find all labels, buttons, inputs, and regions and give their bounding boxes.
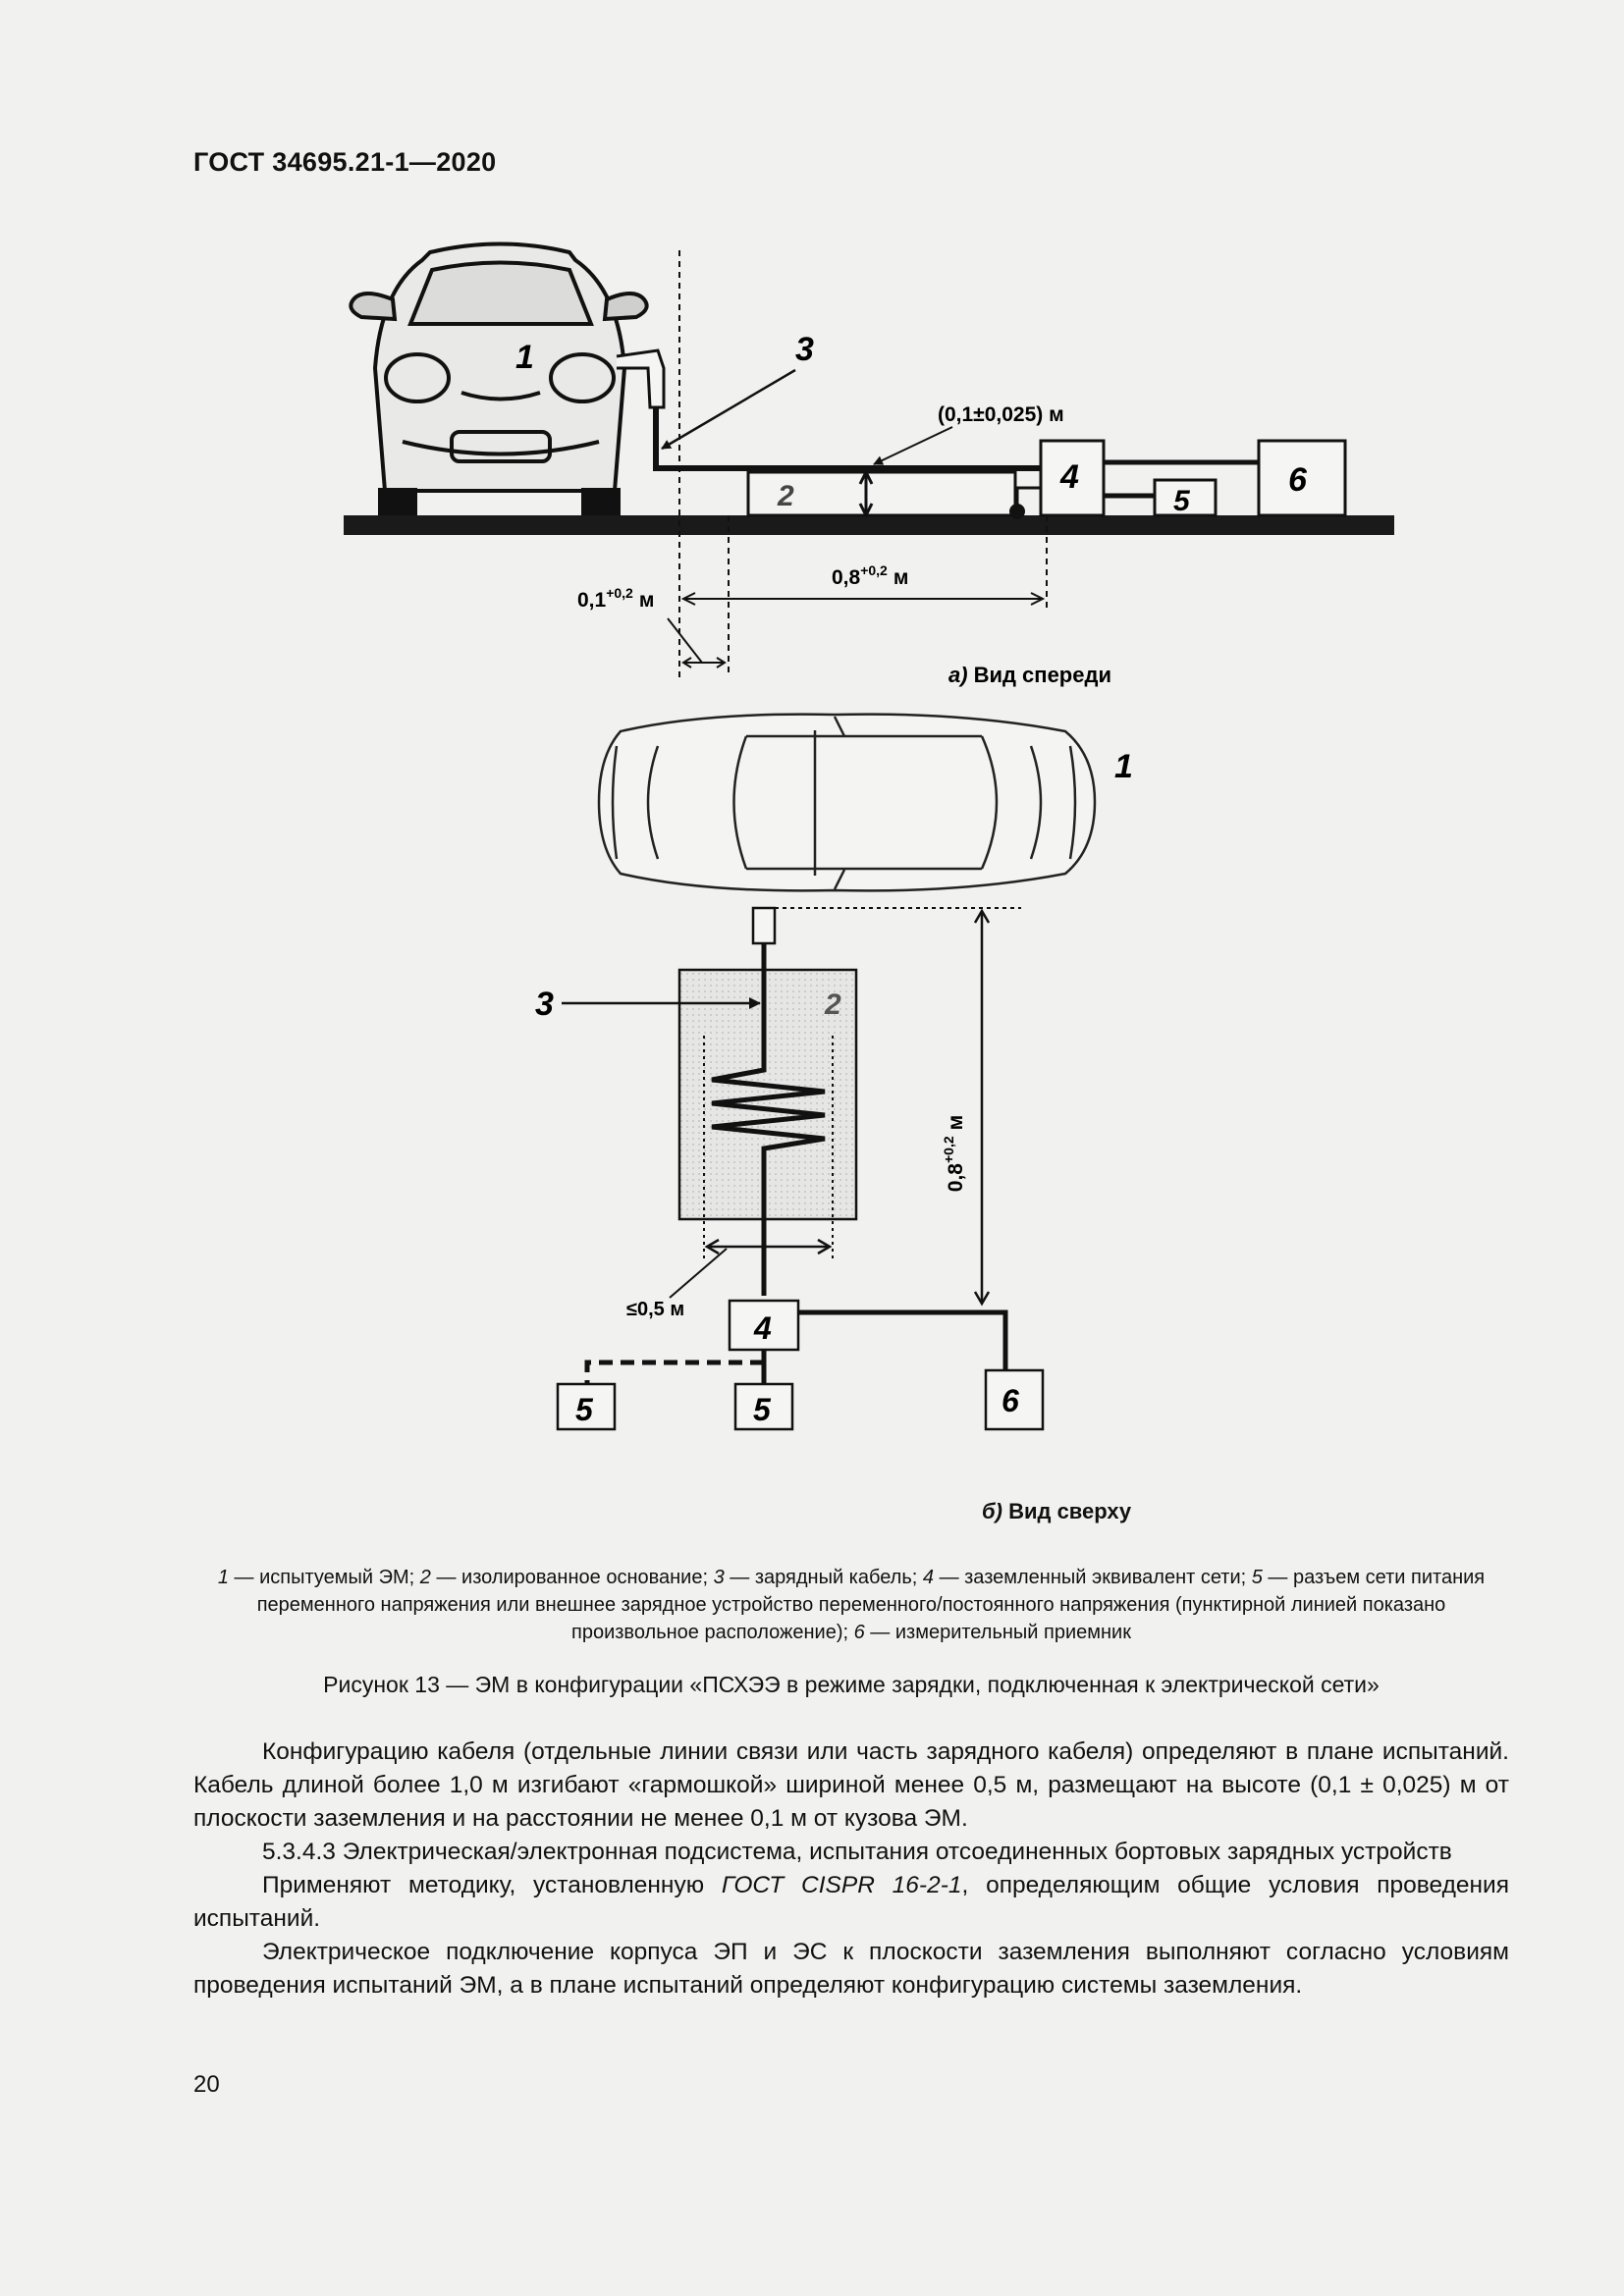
fig-b-label-5-right: 5: [753, 1392, 771, 1427]
fig-a-gap-tol: +0,2: [606, 585, 633, 601]
paragraph-2: 5.3.4.3 Электрическая/электронная подсистема, испытания отсоединенных бортовых зарядных устройств: [262, 1839, 1452, 1865]
body-text: [193, 1735, 1509, 2002]
fig-b-length-unit: м: [945, 1114, 967, 1131]
fig-a-label-1: 1: [515, 339, 534, 376]
fig-b-caption-text-html: Вид сверху: [1008, 1499, 1132, 1523]
figure-legend: [193, 1564, 1509, 1646]
fig-a-label-6: 6: [1288, 461, 1307, 499]
fig-b-caption-letter-html: б): [982, 1499, 1002, 1523]
fig-a-gap-base: 0,1: [577, 589, 607, 612]
legend-text-1: — испытуемый ЭМ;: [229, 1567, 420, 1588]
fig-a-caption-text: Вид спереди: [973, 663, 1111, 687]
paragraph-3-b: , определяющим общие условия проведения испытаний.: [193, 1872, 1509, 1932]
figure-front-view: [324, 231, 1394, 692]
paragraph-4: Электрическое подключение корпуса ЭП и ЭС к плоскости заземления выполняют согласно условиям проведения испытаний ЭМ, а в плане испытаний определяют конфигурацию системы заземления.: [193, 1939, 1509, 1999]
paragraph-3-a: Применяют методику, установленную: [262, 1872, 722, 1898]
legend-text-3: — зарядный кабель;: [724, 1567, 923, 1588]
fig-b-length-dim: [941, 1115, 967, 1192]
fig-b-label-3: 3: [535, 986, 554, 1023]
legend-text-2: — изолированное основание;: [430, 1567, 714, 1588]
standard-reference: ГОСТ CISPR 16-2-1: [721, 1872, 962, 1898]
fig-b-label-6: 6: [1001, 1383, 1019, 1418]
legend-num-5: 5: [1251, 1567, 1263, 1588]
vehicle-top: [599, 715, 1095, 891]
wheel-left: [378, 488, 417, 515]
vehicle-front: [351, 244, 646, 492]
fig-b-label-4: 4: [754, 1310, 772, 1346]
fig-a-label-4: 4: [1060, 458, 1079, 496]
legend-num-3: 3: [713, 1567, 725, 1588]
page-number: 20: [193, 2071, 220, 2098]
fig-a-label-5: 5: [1173, 485, 1190, 517]
legend-num-6: 6: [853, 1622, 865, 1643]
paragraph-1: Конфигурацию кабеля (отдельные линии связи или часть зарядного кабеля) определяют в плане испытаний. Кабель длиной более 1,0 м изгибают «гармошкой» шириной менее 0,5 м, размещают на высоте (0,1 ± 0,025) м от плоскости заземления и на расстоянии не менее 0,1 м от кузова ЭМ.: [193, 1738, 1509, 1832]
ground-plane: [344, 515, 1394, 535]
fig-b-length-tol: +0,2: [941, 1136, 956, 1163]
wheel-right: [581, 488, 621, 515]
figure-title: Рисунок 13 — ЭМ в конфигурации «ПСХЭЭ в режиме зарядки, подключенная к электрической сети»: [323, 1672, 1380, 1697]
paragraph-3: [193, 1869, 1509, 1936]
legend-text-6: — измерительный приемник: [864, 1622, 1131, 1643]
fig-b-label-1: 1: [1114, 748, 1133, 785]
fig-a-gap-dim: [577, 585, 654, 612]
fig-a-caption: [948, 663, 1111, 687]
fig-a-label-2: 2: [778, 480, 794, 512]
fig-a-length-dim: [832, 562, 908, 589]
fig-a-length-unit: м: [893, 566, 909, 589]
legend-text-4: — заземленный эквивалент сети;: [934, 1567, 1252, 1588]
fig-a-caption-letter: а): [948, 663, 968, 687]
figure-top-view: [520, 707, 1237, 1492]
fig-a-label-3: 3: [795, 331, 814, 368]
document-header: ГОСТ 34695.21-1—2020: [193, 147, 497, 177]
legend-num-1: 1: [217, 1567, 229, 1588]
legend-text-5: — разъем сети питания переменного напряжения или внешнее зарядное устройство переменного/постоянного напряжения (пунктирной линией показано произвольное расположение);: [256, 1567, 1486, 1643]
charge-plug-top: [753, 908, 775, 943]
fig-a-length-tol: +0,2: [860, 562, 888, 578]
fig-a-gap-unit: м: [638, 589, 655, 612]
fig-b-label-5-left: 5: [575, 1392, 593, 1427]
legend-num-2: 2: [419, 1567, 431, 1588]
fig-a-length-base: 0,8: [832, 566, 861, 589]
fig-b-caption-block: [982, 1499, 1131, 1524]
fig-b-width-dim: ≤0,5 м: [626, 1299, 685, 1320]
fig-a-height-dim: (0,1±0,025) м: [938, 403, 1064, 426]
fig-b-length-base: 0,8: [945, 1162, 967, 1193]
fig-b-label-2: 2: [825, 988, 841, 1021]
legend-num-4: 4: [922, 1567, 935, 1588]
